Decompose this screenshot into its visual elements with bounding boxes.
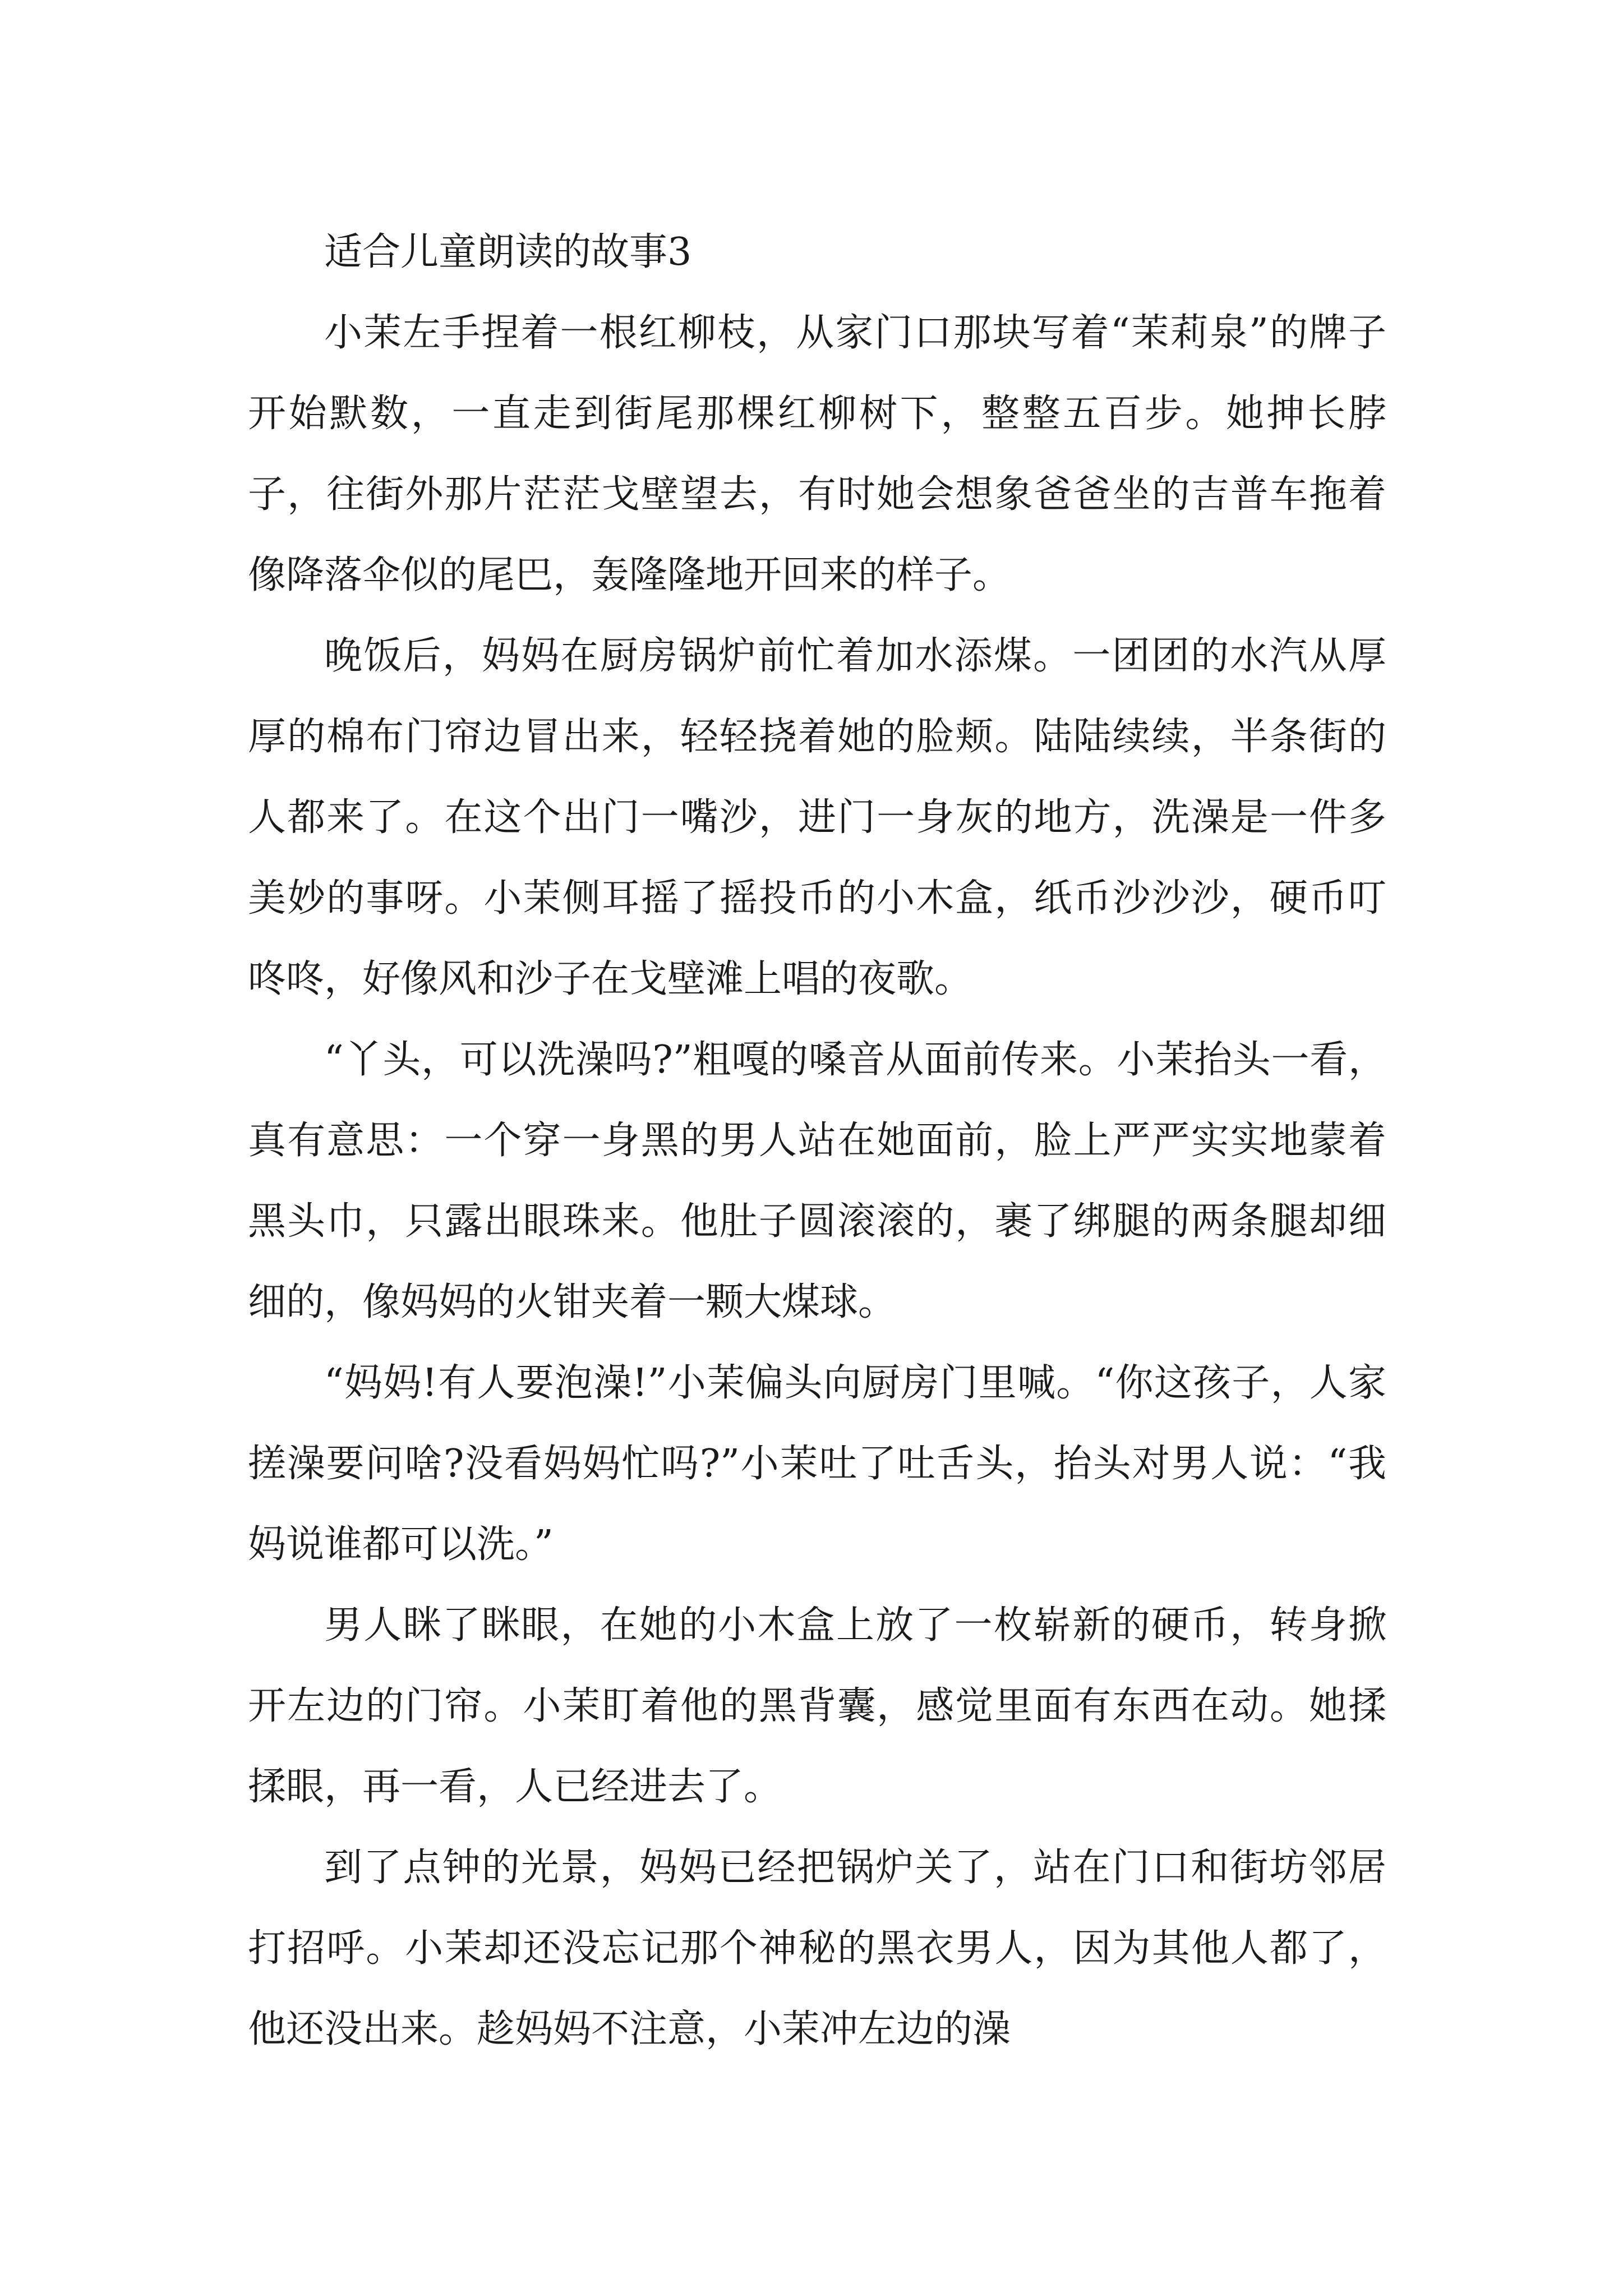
paragraph-4: “妈妈!有人要泡澡!”小茉偏头向厨房门里喊。“你这孩子，人家搓澡要问啥?没看妈妈忙吗?”小茉吐了吐舌头，抬头对男人说：“我妈说谁都可以洗。”: [248, 1361, 1386, 1567]
document-title: 适合儿童朗读的故事3: [324, 230, 692, 274]
paragraph-1: 小茉左手捏着一根红柳枝，从家门口那块写着“茉莉泉”的牌子开始默数，一直走到街尾那棵红柳树下，整整五百步。她抻长脖子，往街外那片茫茫戈壁望去，有时她会想象爸爸坐的吉普车拖着像降落伞似的尾巴，轰隆隆地开回来的样子。: [248, 311, 1386, 597]
paragraph-5: 男人眯了眯眼，在她的小木盒上放了一枚崭新的硬币，转身掀开左边的门帘。小茉盯着他的黑背囊，感觉里面有东西在动。她揉揉眼，再一看，人已经进去了。: [248, 1603, 1386, 1809]
paragraph-3: “丫头，可以洗澡吗?”粗嘎的嗓音从面前传来。小茉抬头一看，真有意思：一个穿一身黑的男人站在她面前，脸上严严实实地蒙着黑头巾，只露出眼珠来。他肚子圆滚滚的，裹了绑腿的两条腿却细细的，像妈妈的火钳夹着一颗大煤球。: [248, 1038, 1386, 1324]
paragraph-6: 到了点钟的光景，妈妈已经把锅炉关了，站在门口和街坊邻居打招呼。小茉却还没忘记那个神秘的黑衣男人，因为其他人都了，他还没出来。趁妈妈不注意，小茉冲左边的澡: [248, 1846, 1386, 2051]
paragraph-2: 晚饭后，妈妈在厨房锅炉前忙着加水添煤。一团团的水汽从厚厚的棉布门帘边冒出来，轻轻挠着她的脸颊。陆陆续续，半条街的人都来了。在这个出门一嘴沙，进门一身灰的地方，洗澡是一件多美妙的事呀。小茉侧耳摇了摇投币的小木盒，纸币沙沙沙，硬币叮咚咚，好像风和沙子在戈壁滩上唱的夜歌。: [248, 634, 1386, 1001]
document-body: [248, 212, 1386, 2070]
